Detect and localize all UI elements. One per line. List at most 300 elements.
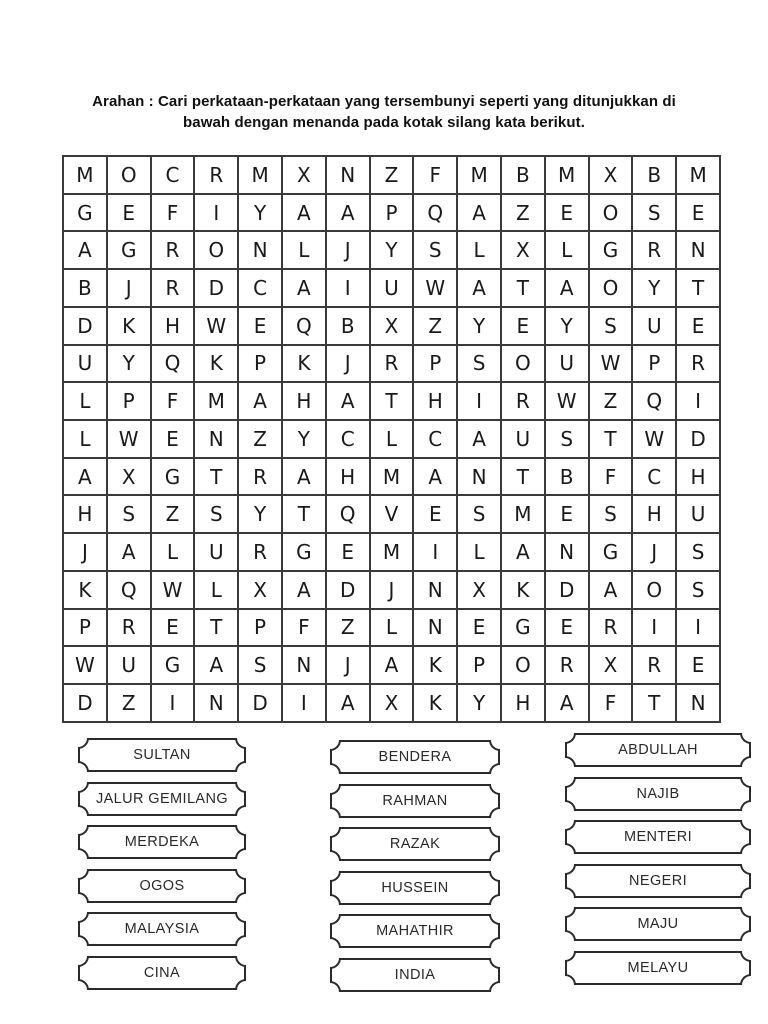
- grid-cell: C: [413, 420, 457, 458]
- grid-cell: H: [282, 382, 326, 420]
- tag-corner-notch-icon: [330, 981, 341, 992]
- tag-corner-notch-icon: [330, 807, 341, 818]
- word-tag-label: MALAYSIA: [124, 921, 200, 937]
- grid-row: [63, 684, 720, 722]
- grid-cell: U: [370, 269, 414, 307]
- tag-corner-notch-icon: [565, 820, 576, 831]
- tag-corner-notch-icon: [330, 894, 341, 905]
- tag-corner-notch-icon: [489, 958, 500, 969]
- word-tag-label: MERDEKA: [124, 834, 200, 850]
- word-tag: [78, 738, 246, 772]
- tag-corner-notch-icon: [78, 869, 89, 880]
- tag-corner-notch-icon: [489, 763, 500, 774]
- grid-cell: E: [676, 194, 720, 232]
- word-search-grid: [62, 155, 721, 723]
- tag-corner-notch-icon: [565, 733, 576, 744]
- tag-corner-notch-icon: [78, 956, 89, 967]
- grid-cell: H: [326, 458, 370, 496]
- tag-corner-notch-icon: [235, 738, 246, 749]
- tag-corner-notch-icon: [330, 914, 341, 925]
- grid-cell: Y: [282, 420, 326, 458]
- grid-cell: P: [457, 646, 501, 684]
- tag-corner-notch-icon: [740, 907, 751, 918]
- grid-cell: B: [632, 156, 676, 194]
- grid-cell: Z: [326, 609, 370, 647]
- word-tag-label: NEGERI: [629, 872, 687, 889]
- word-column-2: [330, 740, 500, 992]
- grid-cell: R: [238, 533, 282, 571]
- tag-corner-notch-icon: [489, 871, 500, 882]
- grid-cell: Z: [413, 307, 457, 345]
- tag-corner-notch-icon: [740, 974, 751, 985]
- grid-cell: E: [545, 194, 589, 232]
- grid-cell: C: [326, 420, 370, 458]
- grid-row: [63, 609, 720, 647]
- grid-cell: E: [107, 194, 151, 232]
- grid-cell: N: [545, 533, 589, 571]
- word-tag-label: OGOS: [139, 877, 185, 894]
- grid-cell: E: [326, 533, 370, 571]
- tag-corner-notch-icon: [489, 827, 500, 838]
- grid-cell: H: [632, 495, 676, 533]
- grid-cell: M: [63, 156, 107, 194]
- grid-cell: Y: [632, 269, 676, 307]
- grid-cell: A: [238, 382, 282, 420]
- grid-cell: O: [501, 646, 545, 684]
- grid-cell: F: [151, 194, 195, 232]
- grid-cell: S: [413, 231, 457, 269]
- grid-cell: A: [589, 571, 633, 609]
- grid-cell: S: [107, 495, 151, 533]
- grid-cell: M: [194, 382, 238, 420]
- grid-cell: X: [370, 307, 414, 345]
- grid-cell: E: [676, 646, 720, 684]
- grid-cell: K: [107, 307, 151, 345]
- grid-cell: Q: [107, 571, 151, 609]
- tag-corner-notch-icon: [78, 848, 89, 859]
- grid-cell: O: [194, 231, 238, 269]
- grid-cell: T: [282, 495, 326, 533]
- grid-cell: R: [194, 156, 238, 194]
- word-column-1: [78, 738, 246, 990]
- grid-cell: Y: [370, 231, 414, 269]
- tag-corner-notch-icon: [565, 887, 576, 898]
- grid-cell: W: [63, 646, 107, 684]
- grid-cell: J: [370, 571, 414, 609]
- tag-corner-notch-icon: [330, 937, 341, 948]
- grid-cell: L: [63, 382, 107, 420]
- grid-cell: P: [632, 345, 676, 383]
- grid-cell: B: [63, 269, 107, 307]
- tag-corner-notch-icon: [740, 843, 751, 854]
- grid-cell: Y: [238, 194, 282, 232]
- grid-cell: Z: [107, 684, 151, 722]
- grid-cell: G: [151, 458, 195, 496]
- grid-cell: A: [282, 194, 326, 232]
- tag-corner-notch-icon: [78, 892, 89, 903]
- grid-cell: Q: [326, 495, 370, 533]
- grid-cell: B: [545, 458, 589, 496]
- grid-cell: J: [326, 345, 370, 383]
- grid-cell: J: [326, 646, 370, 684]
- grid-cell: Y: [545, 307, 589, 345]
- grid-cell: D: [676, 420, 720, 458]
- grid-cell: N: [413, 571, 457, 609]
- word-tag-label: RAZAK: [389, 836, 441, 852]
- grid-cell: M: [545, 156, 589, 194]
- grid-cell: I: [632, 609, 676, 647]
- grid-cell: F: [282, 609, 326, 647]
- grid-cell: S: [457, 495, 501, 533]
- word-tag: [78, 825, 246, 859]
- grid-cell: R: [545, 646, 589, 684]
- grid-cell: A: [457, 420, 501, 458]
- grid-cell: T: [676, 269, 720, 307]
- grid-cell: R: [632, 646, 676, 684]
- grid-cell: W: [194, 307, 238, 345]
- tag-corner-notch-icon: [330, 784, 341, 795]
- grid-cell: L: [370, 609, 414, 647]
- grid-cell: S: [632, 194, 676, 232]
- tag-corner-notch-icon: [235, 848, 246, 859]
- grid-cell: X: [501, 231, 545, 269]
- grid-cell: R: [238, 458, 282, 496]
- grid-cell: F: [413, 156, 457, 194]
- grid-cell: A: [545, 269, 589, 307]
- tag-corner-notch-icon: [565, 800, 576, 811]
- grid-cell: R: [107, 609, 151, 647]
- grid-cell: T: [632, 684, 676, 722]
- grid-cell: Q: [413, 194, 457, 232]
- grid-cell: K: [413, 646, 457, 684]
- tag-corner-notch-icon: [740, 733, 751, 744]
- grid-cell: S: [457, 345, 501, 383]
- tag-corner-notch-icon: [78, 825, 89, 836]
- word-tag-label: MAJU: [637, 916, 679, 932]
- grid-cell: U: [107, 646, 151, 684]
- grid-cell: S: [676, 571, 720, 609]
- word-tag: [78, 912, 246, 946]
- word-tag: [565, 733, 751, 767]
- tag-corner-notch-icon: [235, 956, 246, 967]
- grid-cell: A: [413, 458, 457, 496]
- grid-cell: R: [632, 231, 676, 269]
- tag-corner-notch-icon: [330, 740, 341, 751]
- grid-cell: J: [63, 533, 107, 571]
- grid-row: [63, 269, 720, 307]
- word-tag-label: RAHMAN: [382, 792, 448, 809]
- grid-cell: L: [457, 231, 501, 269]
- grid-cell: L: [63, 420, 107, 458]
- grid-cell: X: [370, 684, 414, 722]
- word-tag: [330, 958, 500, 992]
- grid-cell: S: [676, 533, 720, 571]
- grid-cell: E: [413, 495, 457, 533]
- grid-cell: N: [282, 646, 326, 684]
- grid-cell: U: [501, 420, 545, 458]
- grid-cell: E: [151, 420, 195, 458]
- grid-row: [63, 382, 720, 420]
- grid-cell: K: [63, 571, 107, 609]
- instructions: [0, 91, 768, 133]
- grid-row: [63, 646, 720, 684]
- grid-cell: A: [457, 269, 501, 307]
- grid-cell: G: [151, 646, 195, 684]
- word-tag-label: NAJIB: [636, 785, 680, 802]
- tag-corner-notch-icon: [565, 843, 576, 854]
- tag-corner-notch-icon: [235, 782, 246, 793]
- grid-cell: U: [63, 345, 107, 383]
- tag-corner-notch-icon: [330, 763, 341, 774]
- tag-corner-notch-icon: [740, 777, 751, 788]
- word-tag-label: MENTERI: [623, 829, 693, 845]
- grid-cell: X: [238, 571, 282, 609]
- grid-cell: P: [63, 609, 107, 647]
- tag-corner-notch-icon: [235, 892, 246, 903]
- grid-cell: W: [151, 571, 195, 609]
- grid-cell: U: [194, 533, 238, 571]
- grid-cell: Y: [238, 495, 282, 533]
- word-tag: [565, 864, 751, 898]
- grid-cell: I: [326, 269, 370, 307]
- grid-cell: P: [413, 345, 457, 383]
- grid-cell: S: [238, 646, 282, 684]
- grid-cell: U: [545, 345, 589, 383]
- word-tag: [330, 784, 500, 818]
- grid-row: [63, 571, 720, 609]
- grid-cell: N: [676, 231, 720, 269]
- grid-row: [63, 156, 720, 194]
- word-tag: [78, 869, 246, 903]
- grid-cell: T: [589, 420, 633, 458]
- grid-cell: T: [194, 458, 238, 496]
- tag-corner-notch-icon: [565, 974, 576, 985]
- tag-corner-notch-icon: [78, 782, 89, 793]
- grid-cell: J: [107, 269, 151, 307]
- tag-corner-notch-icon: [565, 951, 576, 962]
- tag-corner-notch-icon: [78, 935, 89, 946]
- grid-cell: P: [370, 194, 414, 232]
- grid-cell: I: [413, 533, 457, 571]
- grid-cell: G: [589, 533, 633, 571]
- grid-cell: Y: [457, 307, 501, 345]
- grid-cell: W: [545, 382, 589, 420]
- word-tag: [565, 907, 751, 941]
- word-tag-label: ABDULLAH: [618, 742, 698, 758]
- grid-cell: V: [370, 495, 414, 533]
- grid-cell: Q: [632, 382, 676, 420]
- grid-cell: N: [457, 458, 501, 496]
- grid-cell: T: [194, 609, 238, 647]
- grid-cell: U: [676, 495, 720, 533]
- word-tag: [330, 740, 500, 774]
- grid-row: [63, 194, 720, 232]
- word-tag: [330, 827, 500, 861]
- word-tag-label: JALUR GEMILANG: [95, 790, 229, 807]
- grid-cell: W: [107, 420, 151, 458]
- word-tag-label: HUSSEIN: [381, 879, 449, 896]
- grid-cell: P: [238, 345, 282, 383]
- tag-corner-notch-icon: [489, 981, 500, 992]
- tag-corner-notch-icon: [740, 756, 751, 767]
- grid-cell: A: [370, 646, 414, 684]
- tag-corner-notch-icon: [565, 930, 576, 941]
- grid-cell: S: [545, 420, 589, 458]
- instructions-line-1: Arahan : Cari perkataan-perkataan yang tersembunyi seperti yang ditunjukkan di: [92, 93, 676, 110]
- tag-corner-notch-icon: [330, 850, 341, 861]
- tag-corner-notch-icon: [78, 979, 89, 990]
- grid-cell: N: [238, 231, 282, 269]
- tag-corner-notch-icon: [489, 807, 500, 818]
- tag-corner-notch-icon: [489, 937, 500, 948]
- grid-cell: Y: [457, 684, 501, 722]
- grid-cell: Q: [282, 307, 326, 345]
- grid-cell: T: [501, 458, 545, 496]
- grid-cell: D: [63, 307, 107, 345]
- grid-row: [63, 533, 720, 571]
- grid-cell: S: [194, 495, 238, 533]
- grid-row: [63, 345, 720, 383]
- grid-cell: N: [676, 684, 720, 722]
- tag-corner-notch-icon: [740, 930, 751, 941]
- grid-cell: C: [632, 458, 676, 496]
- grid-cell: S: [589, 495, 633, 533]
- grid-cell: A: [282, 571, 326, 609]
- grid-cell: X: [457, 571, 501, 609]
- grid-row: [63, 307, 720, 345]
- grid-cell: D: [545, 571, 589, 609]
- grid-cell: A: [545, 684, 589, 722]
- grid-cell: A: [326, 684, 370, 722]
- tag-corner-notch-icon: [330, 871, 341, 882]
- word-tag: [565, 777, 751, 811]
- tag-corner-notch-icon: [235, 761, 246, 772]
- grid-cell: D: [63, 684, 107, 722]
- tag-corner-notch-icon: [740, 820, 751, 831]
- grid-cell: L: [457, 533, 501, 571]
- grid-cell: B: [501, 156, 545, 194]
- grid-cell: O: [107, 156, 151, 194]
- tag-corner-notch-icon: [330, 827, 341, 838]
- word-tag-label: MAHATHIR: [376, 923, 454, 939]
- grid-cell: E: [501, 307, 545, 345]
- grid-cell: R: [151, 269, 195, 307]
- grid-cell: R: [676, 345, 720, 383]
- tag-corner-notch-icon: [489, 784, 500, 795]
- tag-corner-notch-icon: [235, 912, 246, 923]
- grid-cell: M: [501, 495, 545, 533]
- tag-corner-notch-icon: [740, 887, 751, 898]
- grid-cell: H: [151, 307, 195, 345]
- grid-cell: D: [326, 571, 370, 609]
- grid-cell: P: [107, 382, 151, 420]
- grid-cell: E: [457, 609, 501, 647]
- grid-cell: U: [632, 307, 676, 345]
- grid-cell: M: [457, 156, 501, 194]
- grid-cell: K: [282, 345, 326, 383]
- tag-corner-notch-icon: [740, 864, 751, 875]
- grid-cell: D: [238, 684, 282, 722]
- grid-cell: L: [282, 231, 326, 269]
- grid-cell: G: [107, 231, 151, 269]
- word-tag: [330, 914, 500, 948]
- grid-cell: Z: [238, 420, 282, 458]
- tag-corner-notch-icon: [330, 958, 341, 969]
- instructions-line-2: bawah dengan menanda pada kotak silang kata berikut.: [183, 114, 585, 131]
- grid-cell: F: [151, 382, 195, 420]
- tag-corner-notch-icon: [78, 912, 89, 923]
- tag-corner-notch-icon: [565, 907, 576, 918]
- grid-cell: M: [238, 156, 282, 194]
- grid-row: [63, 420, 720, 458]
- grid-cell: A: [63, 458, 107, 496]
- tag-corner-notch-icon: [740, 800, 751, 811]
- grid-cell: A: [282, 269, 326, 307]
- grid-cell: I: [676, 382, 720, 420]
- grid-cell: R: [501, 382, 545, 420]
- grid-cell: A: [107, 533, 151, 571]
- tag-corner-notch-icon: [235, 979, 246, 990]
- grid-cell: G: [282, 533, 326, 571]
- grid-cell: A: [282, 458, 326, 496]
- tag-corner-notch-icon: [235, 869, 246, 880]
- grid-cell: X: [589, 646, 633, 684]
- grid-cell: H: [63, 495, 107, 533]
- grid-cell: I: [676, 609, 720, 647]
- tag-corner-notch-icon: [235, 935, 246, 946]
- grid-cell: A: [501, 533, 545, 571]
- grid-cell: K: [501, 571, 545, 609]
- tag-corner-notch-icon: [565, 756, 576, 767]
- grid-cell: I: [282, 684, 326, 722]
- grid-cell: R: [370, 345, 414, 383]
- grid-cell: K: [194, 345, 238, 383]
- grid-cell: B: [326, 307, 370, 345]
- grid-cell: F: [589, 458, 633, 496]
- grid-cell: M: [370, 533, 414, 571]
- grid-cell: X: [282, 156, 326, 194]
- tag-corner-notch-icon: [489, 894, 500, 905]
- tag-corner-notch-icon: [78, 738, 89, 749]
- word-column-3: [565, 733, 751, 985]
- grid-cell: A: [457, 194, 501, 232]
- grid-cell: C: [238, 269, 282, 307]
- grid-cell: N: [413, 609, 457, 647]
- grid-cell: X: [107, 458, 151, 496]
- grid-cell: M: [370, 458, 414, 496]
- grid-cell: N: [194, 684, 238, 722]
- tag-corner-notch-icon: [489, 850, 500, 861]
- grid-cell: M: [676, 156, 720, 194]
- tag-corner-notch-icon: [489, 740, 500, 751]
- grid-cell: O: [632, 571, 676, 609]
- grid-cell: R: [589, 609, 633, 647]
- grid-row: [63, 458, 720, 496]
- grid-cell: O: [501, 345, 545, 383]
- tag-corner-notch-icon: [78, 805, 89, 816]
- grid-cell: J: [326, 231, 370, 269]
- grid-cell: I: [151, 684, 195, 722]
- tag-corner-notch-icon: [565, 864, 576, 875]
- grid-cell: A: [326, 194, 370, 232]
- grid-cell: W: [413, 269, 457, 307]
- grid-cell: L: [545, 231, 589, 269]
- grid-cell: A: [326, 382, 370, 420]
- grid-cell: L: [194, 571, 238, 609]
- tag-corner-notch-icon: [235, 825, 246, 836]
- grid-cell: T: [370, 382, 414, 420]
- tag-corner-notch-icon: [489, 914, 500, 925]
